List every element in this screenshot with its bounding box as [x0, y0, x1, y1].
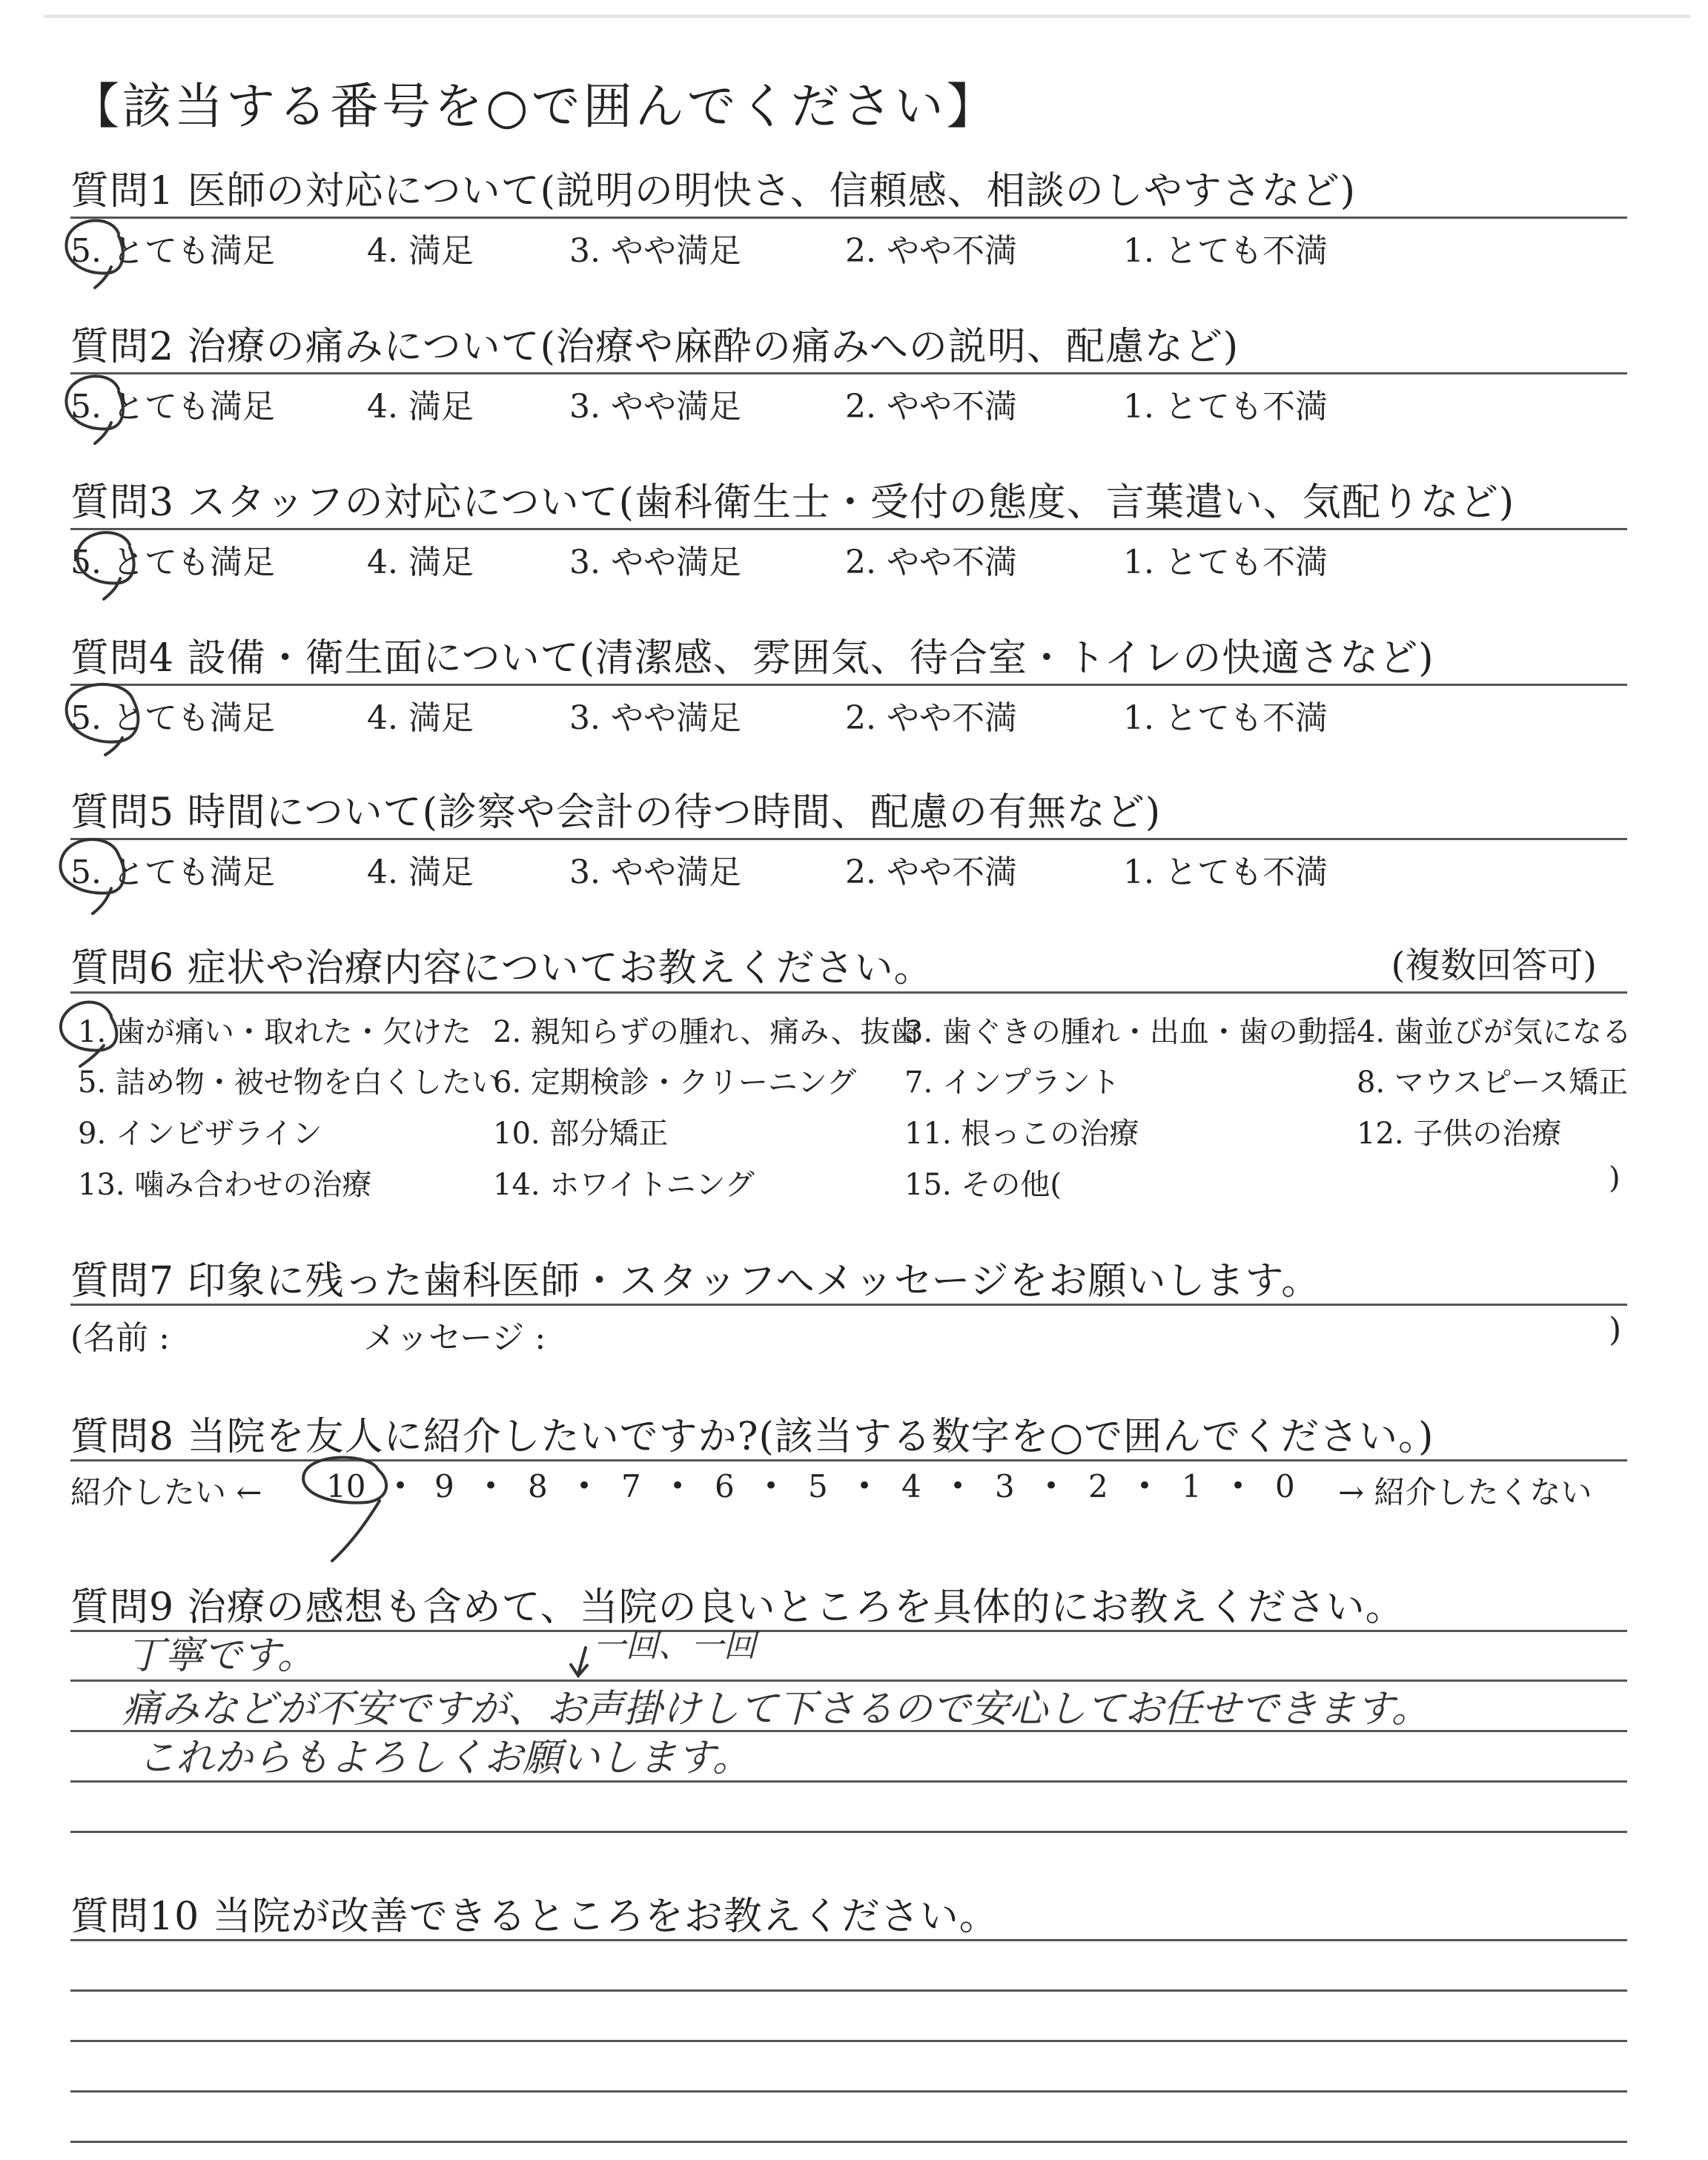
- q8-scale-7[interactable]: 7: [621, 1468, 641, 1505]
- q4-option-4[interactable]: 4. 満足: [367, 699, 474, 737]
- q6-option-11[interactable]: 11. 根っこの治療: [904, 1117, 1139, 1151]
- q3-option-4[interactable]: 4. 満足: [367, 544, 474, 581]
- q6-option-7[interactable]: 7. インプラント: [904, 1066, 1120, 1100]
- q8-scale-6[interactable]: 6: [715, 1468, 735, 1505]
- q8-sep: •: [1231, 1471, 1246, 1501]
- q8-sep: •: [1044, 1471, 1059, 1501]
- q6-option-2[interactable]: 2. 親知らずの腫れ、痛み、抜歯: [493, 1015, 920, 1049]
- q8-scale-0[interactable]: 0: [1275, 1468, 1295, 1505]
- q8-right-label: → 紹介したくない: [1338, 1474, 1592, 1510]
- q2-option-1[interactable]: 1. とても不満: [1123, 388, 1328, 426]
- q5-option-1[interactable]: 1. とても不満: [1123, 853, 1328, 891]
- q3-option-2[interactable]: 2. やや不満: [845, 544, 1017, 581]
- q6-option-5[interactable]: 5. 詰め物・被せ物を白くしたい: [78, 1066, 501, 1100]
- q8-selection-circle: [303, 1457, 386, 1561]
- q4-option-2[interactable]: 2. やや不満: [845, 699, 1017, 737]
- q6-option-15[interactable]: 15. その他(: [904, 1168, 1062, 1202]
- question-4-title: 質問4 設備・衛生面について(清潔感、雰囲気、待合室・トイレの快適さなど): [70, 636, 1434, 681]
- q7-close-paren: ): [1609, 1311, 1622, 1349]
- q4-option-5[interactable]: 5. とても満足: [70, 699, 275, 737]
- q6-selection-circle: [61, 1002, 116, 1066]
- q2-option-2[interactable]: 2. やや不満: [845, 388, 1017, 426]
- question-8-title: 質問8 当院を友人に紹介したいですか?(該当する数字を○で囲んでください。): [70, 1415, 1434, 1459]
- question-6-note: (複数回答可): [1391, 945, 1597, 986]
- q6-option-10[interactable]: 10. 部分矯正: [493, 1117, 669, 1151]
- q9-insert-arrow: [571, 1648, 587, 1676]
- q6-option-14[interactable]: 14. ホワイトニング: [493, 1168, 755, 1202]
- q6-option-13[interactable]: 13. 噛み合わせの治療: [78, 1168, 372, 1202]
- q8-scale-3[interactable]: 3: [995, 1468, 1015, 1505]
- q9-handwriting-line-1: 丁寧です。: [126, 1634, 316, 1678]
- q6-option-9[interactable]: 9. インビザライン: [78, 1117, 322, 1151]
- q5-option-3[interactable]: 3. やや満足: [569, 853, 741, 891]
- question-10-title: 質問10 当院が改善できるところをお教えください。: [70, 1895, 999, 1939]
- q5-option-5[interactable]: 5. とても満足: [70, 853, 275, 891]
- q2-option-3[interactable]: 3. やや満足: [569, 388, 741, 426]
- q3-selection-circle: [77, 532, 133, 599]
- q6-option-12[interactable]: 12. 子供の治療: [1357, 1117, 1562, 1151]
- q5-option-4[interactable]: 4. 満足: [367, 853, 474, 891]
- question-2-title: 質問2 治療の痛みについて(治療や麻酔の痛みへの説明、配慮など): [70, 325, 1239, 369]
- question-6-title: 質問6 症状や治療内容についてお教えください。: [70, 946, 933, 991]
- q8-scale-10[interactable]: 10: [326, 1468, 366, 1505]
- question-5-title: 質問5 時間について(診察や会計の待つ時間、配慮の有無など): [70, 790, 1162, 835]
- q4-option-1[interactable]: 1. とても不満: [1123, 699, 1328, 737]
- q3-option-5[interactable]: 5. とても満足: [70, 544, 275, 581]
- q8-sep: •: [764, 1471, 779, 1501]
- q1-option-1[interactable]: 1. とても不満: [1123, 232, 1328, 270]
- q8-scale-8[interactable]: 8: [528, 1468, 548, 1505]
- question-1-title: 質問1 医師の対応について(説明の明快さ、信頼感、相談のしやすさなど): [70, 169, 1357, 214]
- q8-scale-5[interactable]: 5: [808, 1468, 828, 1505]
- q2-option-4[interactable]: 4. 満足: [367, 388, 474, 426]
- q2-option-5[interactable]: 5. とても満足: [70, 388, 275, 426]
- question-7-title: 質問7 印象に残った歯科医師・スタッフへメッセージをお願いします。: [70, 1259, 1321, 1304]
- q8-scale-1[interactable]: 1: [1182, 1468, 1202, 1505]
- q6-option-4[interactable]: 4. 歯並びが気になる: [1357, 1015, 1632, 1049]
- q1-option-3[interactable]: 3. やや満足: [569, 232, 741, 270]
- q9-handwriting-line-2: 痛みなどが不安ですが、お声掛けして下さるので安心してお任せできます。: [122, 1687, 1430, 1731]
- q4-option-3[interactable]: 3. やや満足: [569, 699, 741, 737]
- q1-option-5[interactable]: 5. とても満足: [70, 232, 275, 270]
- q6-option-1[interactable]: 1. 歯が痛い・取れた・欠けた: [78, 1015, 471, 1049]
- q7-name-label: (名前 :: [70, 1319, 170, 1357]
- q3-option-1[interactable]: 1. とても不満: [1123, 544, 1328, 581]
- q4-selection-circle: [67, 684, 139, 755]
- q6-option-3[interactable]: 3. 歯ぐきの腫れ・出血・歯の動揺: [904, 1015, 1357, 1049]
- q8-sep: •: [670, 1471, 686, 1501]
- q1-option-2[interactable]: 2. やや不満: [845, 232, 1017, 270]
- q6-option-6[interactable]: 6. 定期検診・クリーニング: [493, 1066, 857, 1100]
- q8-sep: •: [1137, 1471, 1153, 1501]
- q5-option-2[interactable]: 2. やや不満: [845, 853, 1017, 891]
- q7-message-label: メッセージ :: [363, 1319, 546, 1357]
- question-9-title: 質問9 治療の感想も含めて、当院の良いところを具体的にお教えください。: [70, 1585, 1405, 1630]
- q8-sep: •: [483, 1471, 499, 1501]
- q5-selection-circle: [60, 839, 124, 914]
- q9-handwriting-insert: 一回、一回: [593, 1627, 756, 1665]
- q8-scale-4[interactable]: 4: [901, 1468, 921, 1505]
- q3-option-3[interactable]: 3. やや満足: [569, 544, 741, 581]
- page-title: 【該当する番号を○で囲んでください】: [70, 78, 999, 135]
- q8-sep: •: [393, 1471, 408, 1501]
- q8-scale-9[interactable]: 9: [434, 1468, 454, 1505]
- q8-sep: •: [950, 1471, 966, 1501]
- q1-option-4[interactable]: 4. 満足: [367, 232, 474, 270]
- question-3-title: 質問3 スタッフの対応について(歯科衛生士・受付の態度、言葉遣い、気配りなど): [70, 480, 1515, 525]
- q8-scale-2[interactable]: 2: [1088, 1468, 1108, 1505]
- q9-handwriting-line-3: これからもよろしくお願いします。: [137, 1736, 751, 1780]
- q1-selection-circle: [66, 220, 122, 288]
- q8-sep: •: [577, 1471, 592, 1501]
- q6-option-8[interactable]: 8. マウスピース矯正: [1357, 1066, 1629, 1100]
- q8-left-label: 紹介したい ←: [70, 1474, 262, 1510]
- q8-sep: •: [857, 1471, 873, 1501]
- q2-selection-circle: [66, 376, 122, 443]
- q6-option-15-close: ): [1609, 1161, 1621, 1195]
